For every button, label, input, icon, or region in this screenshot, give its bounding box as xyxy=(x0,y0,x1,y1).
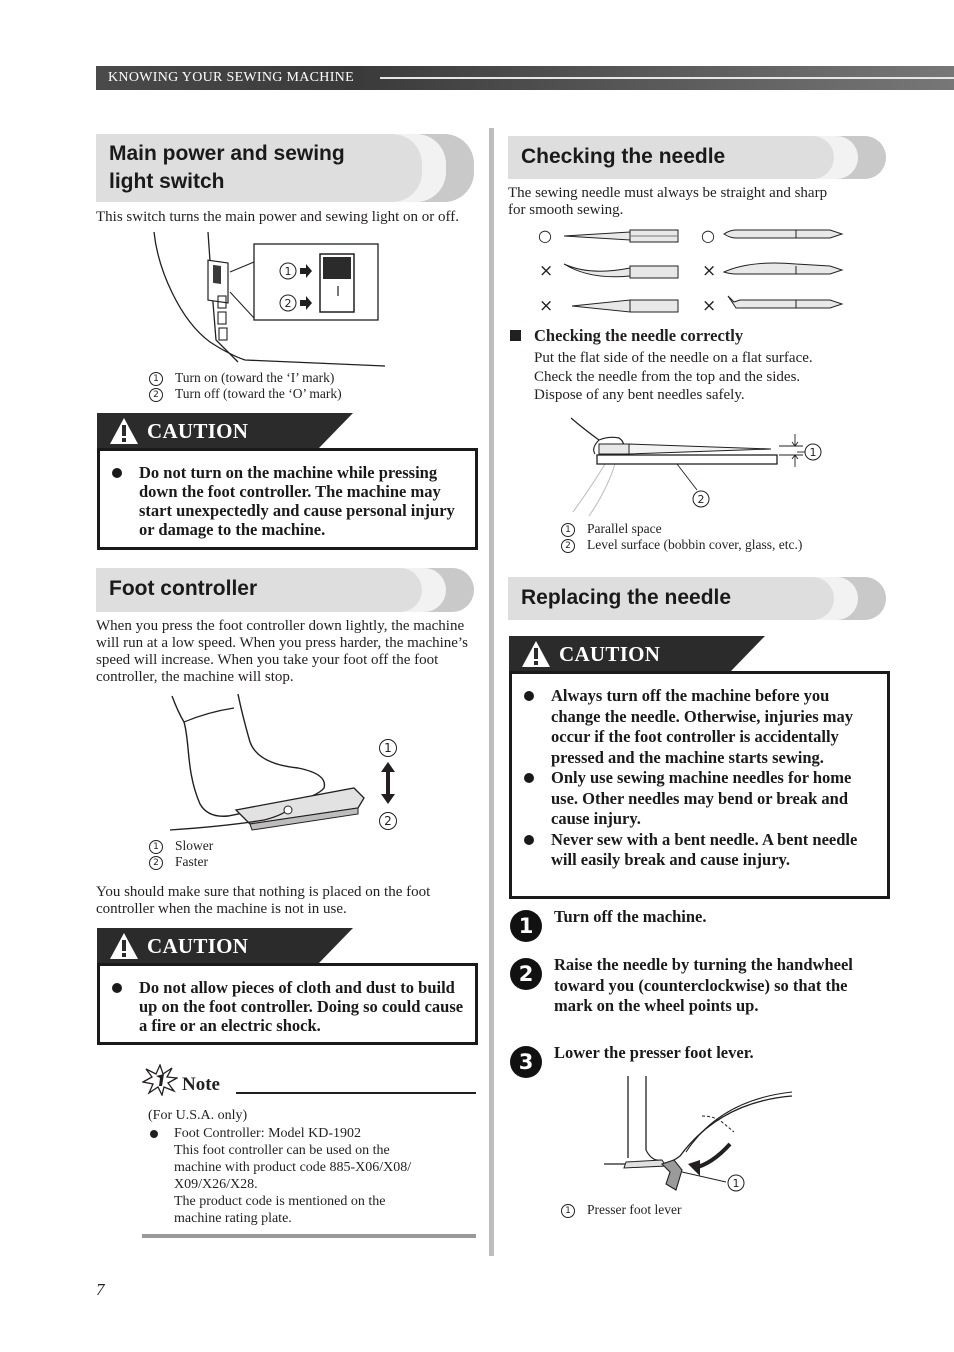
step-badge-2: 2 xyxy=(510,958,542,990)
svg-text:2: 2 xyxy=(384,814,392,828)
presser-foot-lever-illustration xyxy=(600,1072,800,1200)
needle-good-mark: ○ xyxy=(538,226,552,245)
foot-controller-callout-1: 1 Slower xyxy=(149,838,213,854)
foot-controller-title: Foot controller xyxy=(109,577,258,600)
checking-needle-callout-1: 1 Parallel space xyxy=(561,521,662,537)
needle-bad-mark: × xyxy=(702,296,717,316)
step-badge-1: 1 xyxy=(510,910,542,942)
needle-bad-mark: × xyxy=(539,296,554,316)
main-power-callout-2: 2 Turn off (toward the ‘O’ mark) xyxy=(149,386,342,402)
caution-banner-main-power xyxy=(97,413,319,448)
svg-text:1: 1 xyxy=(384,741,392,755)
step-badge-3: 3 xyxy=(510,1046,542,1078)
foot-controller-description: When you press the foot controller down lightly, the machine will run at a low speed. When you press harder, the machine’s speed will increase. When you take your foot off the foot controller, the machine will stop. xyxy=(96,618,468,685)
needle-good-mark: ○ xyxy=(701,226,715,245)
note-content: Foot Controller: Model KD-1902 This foot controller can be used on the machine with product code 885-X06/X08/ X09/X26/X28. The product code is mentioned on the machine rating plate. xyxy=(174,1126,412,1226)
power-switch-illustration xyxy=(150,230,385,370)
replacing-needle-title: Replacing the needle xyxy=(521,586,732,609)
checking-needle-heading xyxy=(508,136,886,179)
svg-text:1: 1 xyxy=(809,446,817,459)
caution-label: CAUTION xyxy=(559,642,661,666)
step-text-2: Raise the needle by turning the handwheel toward you (counterclockwise) so that the mark on the wheel points up. xyxy=(554,955,853,1015)
foot-controller-heading xyxy=(96,568,474,612)
caution-banner-replacing-needle xyxy=(509,636,731,671)
column-divider xyxy=(489,128,494,1256)
checking-needle-title: Checking the needle xyxy=(521,145,726,168)
foot-controller-note-text: You should make sure that nothing is placed on the foot controller when the machine is not in use. xyxy=(96,884,431,917)
checking-needle-instructions: Put the flat side of the needle on a flat surface. Check the needle from the top and the sides. Dispose of any bent needles safely. xyxy=(534,350,813,403)
caution-label: CAUTION xyxy=(147,934,249,958)
main-power-title-line2: light switch xyxy=(109,170,225,193)
warning-icon xyxy=(109,417,139,445)
main-power-title-line1: Main power and sewing xyxy=(109,142,345,165)
note-region: (For U.S.A. only) xyxy=(148,1108,248,1123)
caution-box-main-power xyxy=(97,448,478,550)
caution-box-foot-controller xyxy=(97,963,478,1045)
replacing-needle-callout-1: 1 Presser foot lever xyxy=(561,1202,681,1218)
page-number: 7 xyxy=(96,1280,105,1299)
svg-text:1: 1 xyxy=(284,265,292,278)
caution-item: Do not allow pieces of cloth and dust to build up on the foot controller. Doing so could cause a fire or an electric shock. xyxy=(100,978,475,1035)
main-power-description: This switch turns the main power and sewing light on or off. xyxy=(96,209,460,225)
caution-item: Only use sewing machine needles for home use. Other needles may bend or break and cause injury. xyxy=(512,768,887,830)
caution-box-replacing-needle xyxy=(509,671,890,899)
warning-icon xyxy=(521,640,551,668)
warning-icon xyxy=(109,932,139,960)
needle-bad-mark: × xyxy=(539,261,554,281)
svg-text:2: 2 xyxy=(697,493,705,506)
replacing-needle-heading xyxy=(508,577,886,620)
note-bottom-rule xyxy=(142,1234,476,1238)
note-icon xyxy=(142,1064,178,1096)
caution-label: CAUTION xyxy=(147,419,249,443)
svg-text:1: 1 xyxy=(732,1177,740,1190)
note-label: Note xyxy=(182,1074,220,1095)
sub-heading-square xyxy=(510,330,521,341)
header-rule xyxy=(380,77,954,79)
section-title: KNOWING YOUR SEWING MACHINE xyxy=(108,70,354,85)
main-power-heading xyxy=(96,134,474,202)
caution-item: Never sew with a bent needle. A bent needle will easily break and cause injury. xyxy=(512,830,887,871)
parallel-space-illustration xyxy=(565,412,835,520)
needle-bad-mark: × xyxy=(702,261,717,281)
foot-controller-callout-2: 2 Faster xyxy=(149,854,208,870)
needle-comparison-illustration xyxy=(560,224,850,318)
caution-banner-foot-controller xyxy=(97,928,319,963)
main-power-callout-1: 1 Turn on (toward the ‘I’ mark) xyxy=(149,370,334,386)
step-text-1: Turn off the machine. xyxy=(554,907,707,926)
step-text-3: Lower the presser foot lever. xyxy=(554,1043,754,1062)
checking-needle-callout-2: 2 Level surface (bobbin cover, glass, etc.) xyxy=(561,537,802,553)
svg-text:2: 2 xyxy=(284,297,292,310)
caution-item: Do not turn on the machine while pressing down the foot controller. The machine may start unexpectedly and cause personal injury or damage to the machine. xyxy=(100,463,475,539)
caution-item: Always turn off the machine before you change the needle. Otherwise, injuries may occur if the foot controller is accidentally pressed and the machine starts sewing. xyxy=(512,686,887,768)
checking-needle-subheading: Checking the needle correctly xyxy=(534,326,744,345)
note-rule xyxy=(236,1092,476,1094)
note-bullet xyxy=(150,1130,158,1138)
checking-needle-description: The sewing needle must always be straight and sharp for smooth sewing. xyxy=(508,185,828,218)
foot-controller-illustration xyxy=(168,692,408,837)
